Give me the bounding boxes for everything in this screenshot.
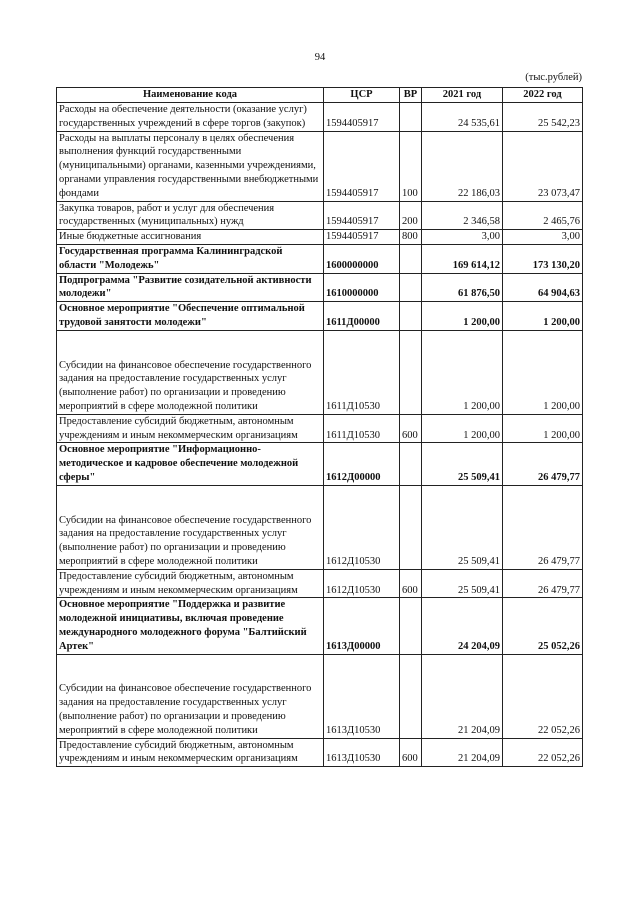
table-header-row — [57, 88, 583, 103]
row-vr — [400, 244, 422, 273]
row-value-2021: 24 204,09 — [422, 598, 503, 654]
header-2021: 2021 год — [422, 88, 503, 103]
row-vr: 100 — [400, 131, 422, 201]
row-vr: 600 — [400, 569, 422, 598]
row-value-2021: 21 204,09 — [422, 654, 503, 738]
row-name: Подпрограмма "Развитие созидательной активности молодежи" — [57, 273, 324, 302]
row-csr: 1594405917 — [324, 131, 400, 201]
table-row — [57, 598, 583, 654]
row-value-2021: 169 614,12 — [422, 244, 503, 273]
row-vr: 600 — [400, 738, 422, 767]
row-name: Основное мероприятие "Информационно-методическое и кадровое обеспечение молодежной сферы" — [57, 443, 324, 485]
row-name: Субсидии на финансовое обеспечение государственного задания на предоставление государственных услуг (выполнение работ) по организации и проведению мероприятий в сфере молодежной политики — [57, 485, 324, 569]
row-csr: 1611Д10530 — [324, 414, 400, 443]
table-row — [57, 330, 583, 414]
row-name: Иные бюджетные ассигнования — [57, 230, 324, 245]
table-row — [57, 230, 583, 245]
table-row — [57, 443, 583, 485]
row-value-2021: 21 204,09 — [422, 738, 503, 767]
row-value-2022: 22 052,26 — [503, 654, 583, 738]
row-name: Предоставление субсидий бюджетным, автономным учреждениям и иным некоммерческим организациям — [57, 569, 324, 598]
row-value-2022: 1 200,00 — [503, 330, 583, 414]
row-value-2022: 1 200,00 — [503, 414, 583, 443]
row-name: Предоставление субсидий бюджетным, автономным учреждениям и иным некоммерческим организациям — [57, 414, 324, 443]
row-vr — [400, 485, 422, 569]
header-vr: ВР — [400, 88, 422, 103]
row-vr: 800 — [400, 230, 422, 245]
row-vr — [400, 443, 422, 485]
row-name: Государственная программа Калининградской области "Молодежь" — [57, 244, 324, 273]
row-value-2021: 1 200,00 — [422, 414, 503, 443]
row-csr: 1611Д00000 — [324, 302, 400, 331]
row-value-2022: 22 052,26 — [503, 738, 583, 767]
table-row — [57, 569, 583, 598]
page-number: 94 — [314, 52, 326, 63]
row-csr: 1594405917 — [324, 103, 400, 132]
budget-table — [56, 87, 583, 767]
row-csr: 1600000000 — [324, 244, 400, 273]
table-row — [57, 201, 583, 230]
row-csr: 1613Д00000 — [324, 598, 400, 654]
row-vr — [400, 654, 422, 738]
row-csr: 1613Д10530 — [324, 738, 400, 767]
row-value-2021: 2 346,58 — [422, 201, 503, 230]
row-name: Субсидии на финансовое обеспечение государственного задания на предоставление государственных услуг (выполнение работ) по организации и проведению мероприятий в сфере молодежной политики — [57, 330, 324, 414]
row-value-2022: 26 479,77 — [503, 485, 583, 569]
row-name: Расходы на обеспечение деятельности (оказание услуг) государственных учреждений в сфере торгов (закупок) — [57, 103, 324, 132]
table-row — [57, 302, 583, 331]
table-row — [57, 485, 583, 569]
row-value-2021: 25 509,41 — [422, 569, 503, 598]
table-row — [57, 103, 583, 132]
row-value-2022: 25 052,26 — [503, 598, 583, 654]
row-csr: 1613Д10530 — [324, 654, 400, 738]
row-value-2021: 1 200,00 — [422, 302, 503, 331]
row-vr — [400, 302, 422, 331]
row-name: Расходы на выплаты персоналу в целях обеспечения выполнения функций государственными (муниципальными) органами, казенными учреждениями, органами управления государственными внебюджетными фондами — [57, 131, 324, 201]
row-value-2021: 61 876,50 — [422, 273, 503, 302]
row-value-2022: 25 542,23 — [503, 103, 583, 132]
row-value-2022: 23 073,47 — [503, 131, 583, 201]
table-row — [57, 273, 583, 302]
header-2022: 2022 год — [503, 88, 583, 103]
units-label: (тыс.рублей) — [525, 72, 582, 83]
row-csr: 1612Д10530 — [324, 485, 400, 569]
header-name: Наименование кода — [57, 88, 324, 103]
row-value-2021: 3,00 — [422, 230, 503, 245]
row-value-2022: 64 904,63 — [503, 273, 583, 302]
table-body — [57, 103, 583, 767]
row-value-2021: 1 200,00 — [422, 330, 503, 414]
header-csr: ЦСР — [324, 88, 400, 103]
row-value-2022: 26 479,77 — [503, 443, 583, 485]
row-csr: 1611Д10530 — [324, 330, 400, 414]
row-csr: 1594405917 — [324, 230, 400, 245]
table-row — [57, 131, 583, 201]
row-name: Закупка товаров, работ и услуг для обеспечения государственных (муниципальных) нужд — [57, 201, 324, 230]
table-row — [57, 738, 583, 767]
row-value-2022: 26 479,77 — [503, 569, 583, 598]
row-name: Предоставление субсидий бюджетным, автономным учреждениям и иным некоммерческим организациям — [57, 738, 324, 767]
table-row — [57, 654, 583, 738]
row-vr — [400, 103, 422, 132]
row-vr: 200 — [400, 201, 422, 230]
row-vr — [400, 273, 422, 302]
table-row — [57, 414, 583, 443]
row-value-2022: 1 200,00 — [503, 302, 583, 331]
row-vr: 600 — [400, 414, 422, 443]
row-vr — [400, 330, 422, 414]
row-csr: 1612Д10530 — [324, 569, 400, 598]
row-csr: 1594405917 — [324, 201, 400, 230]
row-value-2021: 22 186,03 — [422, 131, 503, 201]
row-value-2022: 173 130,20 — [503, 244, 583, 273]
row-name: Основное мероприятие "Обеспечение оптимальной трудовой занятости молодежи" — [57, 302, 324, 331]
row-csr: 1610000000 — [324, 273, 400, 302]
row-value-2022: 2 465,76 — [503, 201, 583, 230]
row-value-2021: 25 509,41 — [422, 485, 503, 569]
row-vr — [400, 598, 422, 654]
row-value-2022: 3,00 — [503, 230, 583, 245]
row-name: Субсидии на финансовое обеспечение государственного задания на предоставление государственных услуг (выполнение работ) по организации и проведению мероприятий в сфере молодежной политики — [57, 654, 324, 738]
row-csr: 1612Д00000 — [324, 443, 400, 485]
row-value-2021: 24 535,61 — [422, 103, 503, 132]
row-value-2021: 25 509,41 — [422, 443, 503, 485]
row-name: Основное мероприятие "Поддержка и развитие молодежной инициативы, включая проведение международного молодежного форума "Балтийский Артек" — [57, 598, 324, 654]
table-row — [57, 244, 583, 273]
